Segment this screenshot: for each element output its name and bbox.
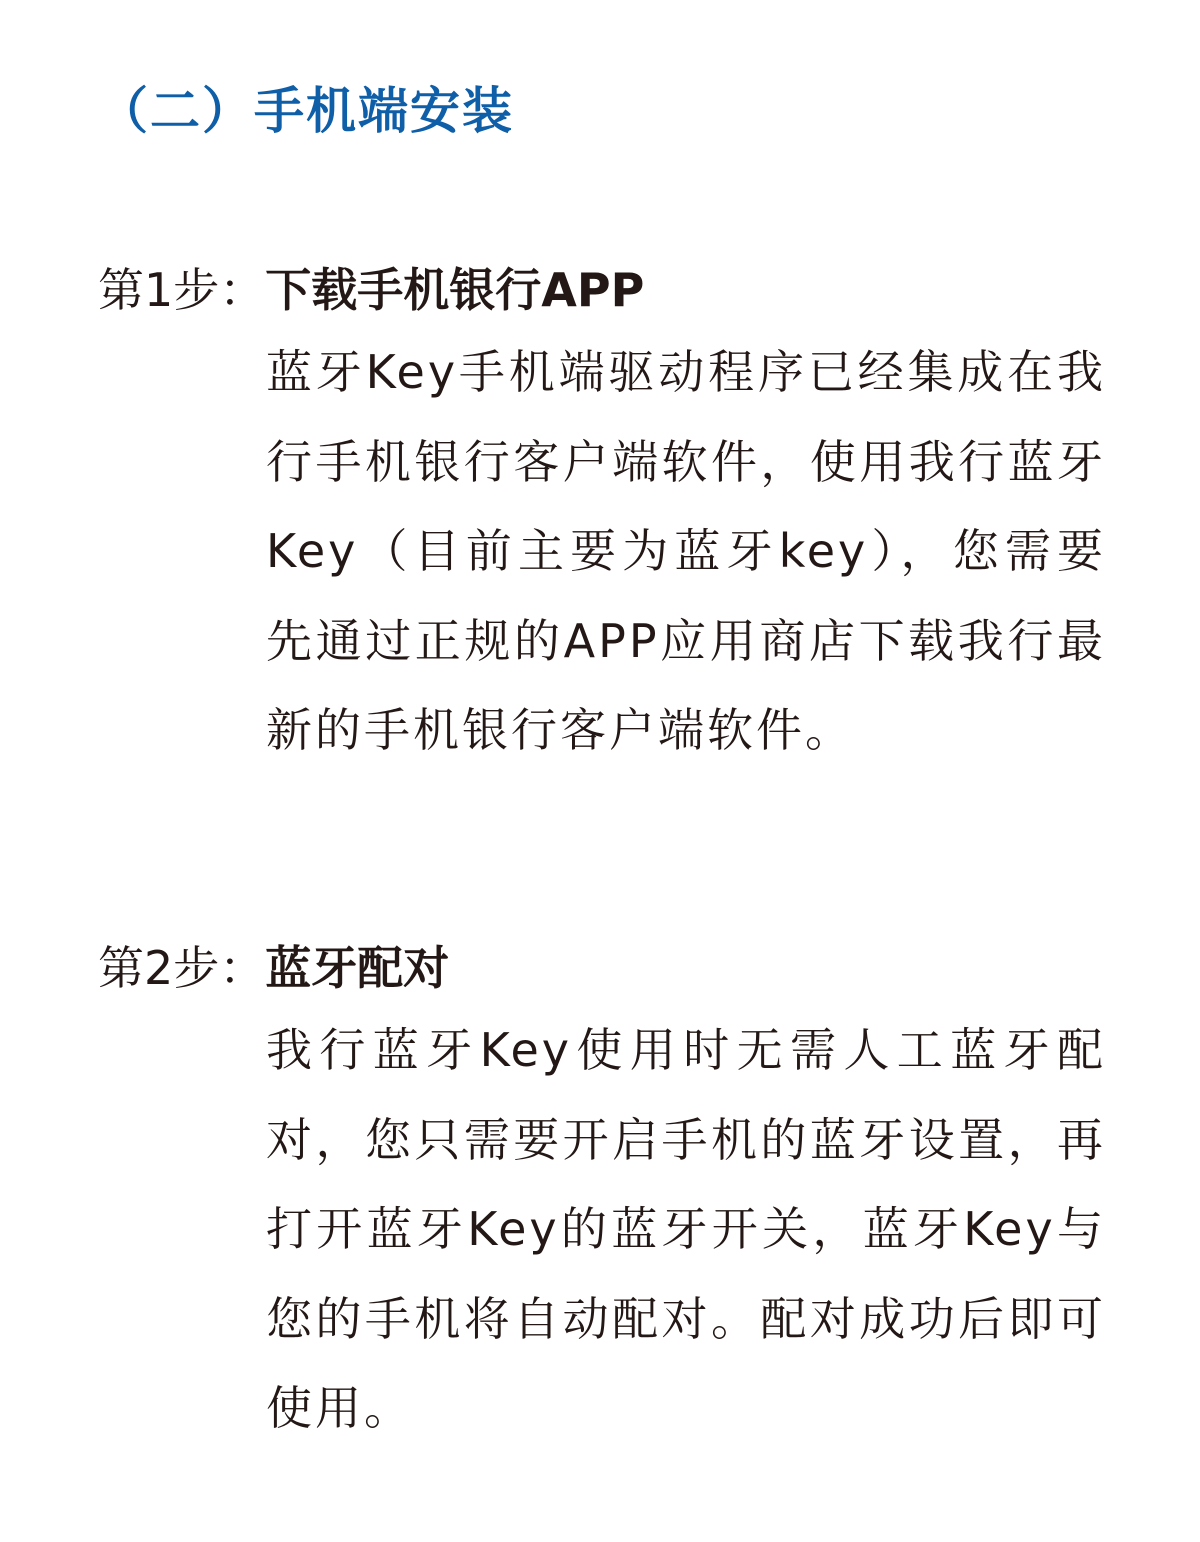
section-title: （二）手机端安装 (98, 82, 514, 140)
step-body: 蓝牙Key手机端驱动程序已经集成在我行手机银行客户端软件，使用我行蓝牙Key（目前主要为蓝牙key），您需要先通过正规的APP应用商店下载我行最新的手机银行客户端软件。 (266, 345, 1106, 757)
step-title: 蓝牙配对 (265, 941, 450, 995)
step-heading (98, 936, 1108, 1000)
step-heading (98, 258, 1108, 322)
step-label: 第1步： (98, 263, 266, 317)
step-2 (98, 936, 1108, 1474)
step-1 (98, 258, 1108, 796)
step-label: 第2步： (98, 941, 266, 995)
step-body: 我行蓝牙Key使用时无需人工蓝牙配对，您只需要开启手机的蓝牙设置，再打开蓝牙Key的蓝牙开关，蓝牙Key与您的手机将自动配对。配对成功后即可使用。 (266, 1023, 1106, 1435)
step-title: 下载手机银行APP (265, 263, 645, 317)
